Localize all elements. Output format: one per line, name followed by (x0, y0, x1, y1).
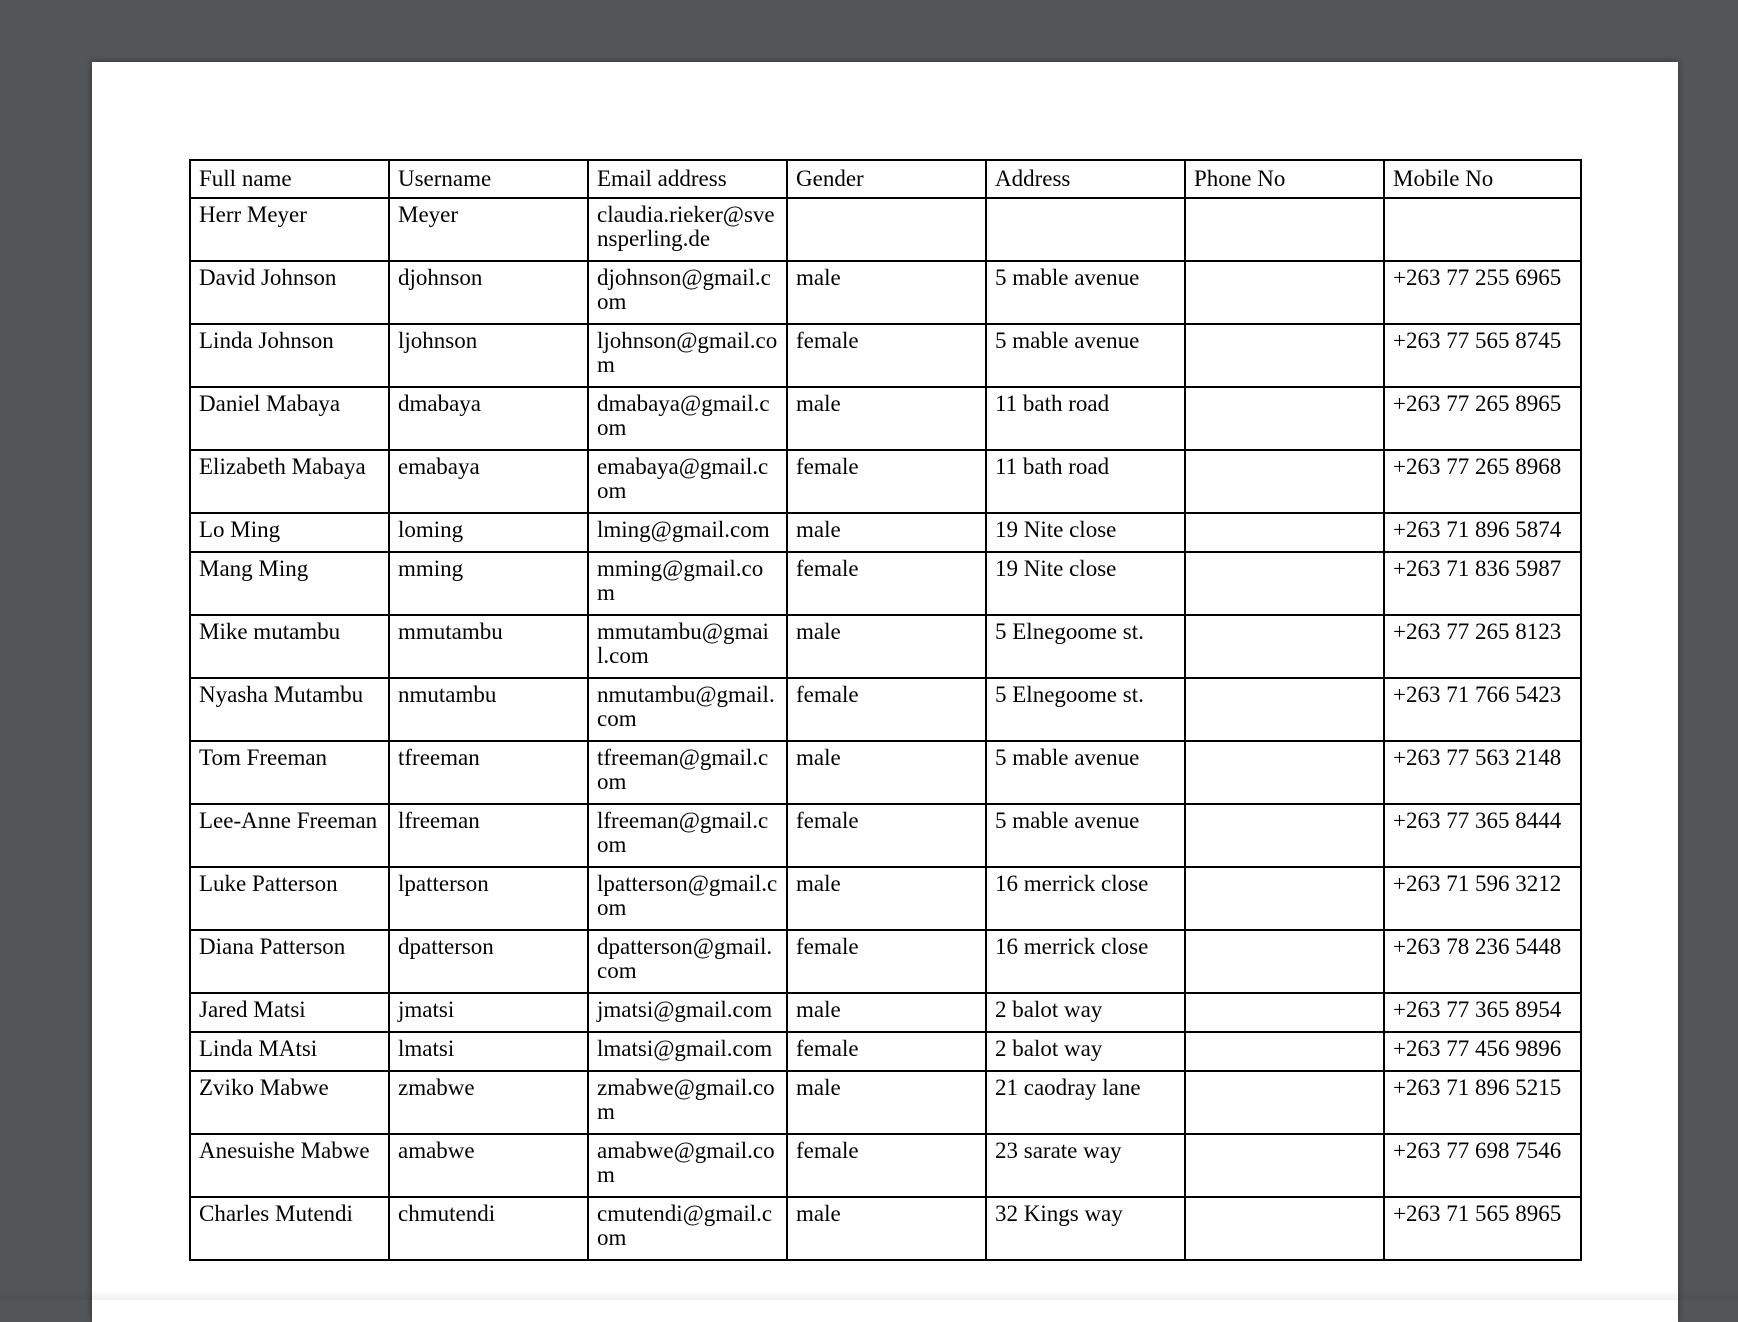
cell-address: 32 Kings way (986, 1197, 1185, 1260)
cell-phone (1185, 1197, 1384, 1260)
cell-phone (1185, 261, 1384, 324)
table-row (190, 1134, 1581, 1197)
table-row (190, 552, 1581, 615)
cell-username: chmutendi (389, 1197, 588, 1260)
cell-email: cmutendi@gmail.com (588, 1197, 787, 1260)
cell-mobile: +263 71 766 5423 (1384, 678, 1581, 741)
cell-address: 2 balot way (986, 993, 1185, 1032)
cell-mobile: +263 77 456 9896 (1384, 1032, 1581, 1071)
cell-gender: male (787, 867, 986, 930)
cell-gender: female (787, 930, 986, 993)
cell-phone (1185, 1071, 1384, 1134)
cell-phone (1185, 387, 1384, 450)
cell-address: 5 mable avenue (986, 741, 1185, 804)
cell-mobile: +263 71 565 8965 (1384, 1197, 1581, 1260)
table-row (190, 678, 1581, 741)
cell-email: lfreeman@gmail.com (588, 804, 787, 867)
table-row (190, 387, 1581, 450)
cell-address: 19 Nite close (986, 552, 1185, 615)
cell-gender: male (787, 387, 986, 450)
cell-gender: male (787, 1197, 986, 1260)
cell-full-name: Zviko Mabwe (190, 1071, 389, 1134)
cell-address: 21 caodray lane (986, 1071, 1185, 1134)
cell-username: amabwe (389, 1134, 588, 1197)
cell-address (986, 198, 1185, 261)
cell-email: amabwe@gmail.com (588, 1134, 787, 1197)
cell-gender: female (787, 552, 986, 615)
cell-full-name: Daniel Mabaya (190, 387, 389, 450)
cell-username: lmatsi (389, 1032, 588, 1071)
cell-username: jmatsi (389, 993, 588, 1032)
cell-gender: female (787, 678, 986, 741)
cell-email: lmatsi@gmail.com (588, 1032, 787, 1071)
table-row (190, 450, 1581, 513)
document-page (92, 62, 1678, 1322)
cell-mobile: +263 71 596 3212 (1384, 867, 1581, 930)
cell-phone (1185, 804, 1384, 867)
cell-address: 5 Elnegoome st. (986, 678, 1185, 741)
cell-mobile: +263 77 565 8745 (1384, 324, 1581, 387)
cell-full-name: Nyasha Mutambu (190, 678, 389, 741)
cell-email: lming@gmail.com (588, 513, 787, 552)
table-header-row (190, 160, 1581, 198)
cell-phone (1185, 450, 1384, 513)
cell-username: lpatterson (389, 867, 588, 930)
header-username: Username (389, 160, 588, 198)
cell-phone (1185, 513, 1384, 552)
cell-full-name: Anesuishe Mabwe (190, 1134, 389, 1197)
cell-username: nmutambu (389, 678, 588, 741)
cell-phone (1185, 552, 1384, 615)
cell-gender: female (787, 1032, 986, 1071)
cell-mobile: +263 77 265 8968 (1384, 450, 1581, 513)
cell-full-name: Jared Matsi (190, 993, 389, 1032)
cell-gender: female (787, 804, 986, 867)
cell-phone (1185, 678, 1384, 741)
cell-username: ljohnson (389, 324, 588, 387)
cell-full-name: Lo Ming (190, 513, 389, 552)
cell-phone (1185, 1032, 1384, 1071)
cell-full-name: Herr Meyer (190, 198, 389, 261)
cell-username: mming (389, 552, 588, 615)
cell-mobile: +263 77 265 8965 (1384, 387, 1581, 450)
table-row (190, 1032, 1581, 1071)
cell-mobile: +263 71 896 5874 (1384, 513, 1581, 552)
cell-username: zmabwe (389, 1071, 588, 1134)
cell-full-name: Tom Freeman (190, 741, 389, 804)
header-full-name: Full name (190, 160, 389, 198)
header-email-address: Email address (588, 160, 787, 198)
cell-mobile: +263 71 836 5987 (1384, 552, 1581, 615)
cell-full-name: Mang Ming (190, 552, 389, 615)
cell-gender: male (787, 513, 986, 552)
cell-mobile: +263 78 236 5448 (1384, 930, 1581, 993)
cell-address: 2 balot way (986, 1032, 1185, 1071)
table-row (190, 993, 1581, 1032)
cell-gender: male (787, 615, 986, 678)
cell-phone (1185, 615, 1384, 678)
cell-username: Meyer (389, 198, 588, 261)
cell-mobile: +263 77 255 6965 (1384, 261, 1581, 324)
cell-phone (1185, 867, 1384, 930)
table-row (190, 930, 1581, 993)
cell-gender (787, 198, 986, 261)
cell-email: emabaya@gmail.com (588, 450, 787, 513)
cell-mobile: +263 77 265 8123 (1384, 615, 1581, 678)
cell-full-name: Lee-Anne Freeman (190, 804, 389, 867)
cell-address: 23 sarate way (986, 1134, 1185, 1197)
cell-phone (1185, 741, 1384, 804)
cell-email: tfreeman@gmail.com (588, 741, 787, 804)
cell-email: zmabwe@gmail.com (588, 1071, 787, 1134)
cell-username: dmabaya (389, 387, 588, 450)
cell-phone (1185, 1134, 1384, 1197)
cell-full-name: Mike mutambu (190, 615, 389, 678)
table-row (190, 615, 1581, 678)
cell-full-name: David Johnson (190, 261, 389, 324)
cell-username: djohnson (389, 261, 588, 324)
cell-gender: female (787, 324, 986, 387)
cell-address: 5 mable avenue (986, 324, 1185, 387)
cell-mobile: +263 77 698 7546 (1384, 1134, 1581, 1197)
cell-full-name: Luke Patterson (190, 867, 389, 930)
cell-phone (1185, 324, 1384, 387)
cell-full-name: Diana Patterson (190, 930, 389, 993)
cell-mobile: +263 77 365 8444 (1384, 804, 1581, 867)
cell-gender: male (787, 993, 986, 1032)
cell-email: lpatterson@gmail.com (588, 867, 787, 930)
cell-gender: male (787, 1071, 986, 1134)
table-row (190, 867, 1581, 930)
table-row (190, 741, 1581, 804)
cell-phone (1185, 930, 1384, 993)
cell-mobile (1384, 198, 1581, 261)
header-gender: Gender (787, 160, 986, 198)
cell-email: djohnson@gmail.com (588, 261, 787, 324)
table-row (190, 513, 1581, 552)
cell-gender: female (787, 1134, 986, 1197)
cell-full-name: Charles Mutendi (190, 1197, 389, 1260)
cell-mobile: +263 77 365 8954 (1384, 993, 1581, 1032)
cell-address: 11 bath road (986, 387, 1185, 450)
cell-full-name: Linda MAtsi (190, 1032, 389, 1071)
table-row (190, 261, 1581, 324)
cell-gender: female (787, 450, 986, 513)
cell-email: ljohnson@gmail.com (588, 324, 787, 387)
cell-username: mmutambu (389, 615, 588, 678)
cell-full-name: Elizabeth Mabaya (190, 450, 389, 513)
table-row (190, 1071, 1581, 1134)
cell-phone (1185, 993, 1384, 1032)
cell-address: 11 bath road (986, 450, 1185, 513)
cell-email: dpatterson@gmail.com (588, 930, 787, 993)
cell-username: lfreeman (389, 804, 588, 867)
cell-address: 19 Nite close (986, 513, 1185, 552)
cell-username: dpatterson (389, 930, 588, 993)
cell-email: dmabaya@gmail.com (588, 387, 787, 450)
cell-gender: male (787, 741, 986, 804)
table-row (190, 1197, 1581, 1260)
cell-address: 16 merrick close (986, 867, 1185, 930)
cell-username: emabaya (389, 450, 588, 513)
table-row (190, 198, 1581, 261)
header-address: Address (986, 160, 1185, 198)
header-phone-no: Phone No (1185, 160, 1384, 198)
table-row (190, 324, 1581, 387)
cell-gender: male (787, 261, 986, 324)
table-row (190, 804, 1581, 867)
cell-email: jmatsi@gmail.com (588, 993, 787, 1032)
cell-address: 5 mable avenue (986, 804, 1185, 867)
cell-full-name: Linda Johnson (190, 324, 389, 387)
cell-mobile: +263 71 896 5215 (1384, 1071, 1581, 1134)
cell-mobile: +263 77 563 2148 (1384, 741, 1581, 804)
header-mobile-no: Mobile No (1384, 160, 1581, 198)
cell-email: claudia.rieker@svensperling.de (588, 198, 787, 261)
users-table (189, 159, 1582, 1261)
cell-phone (1185, 198, 1384, 261)
cell-username: loming (389, 513, 588, 552)
cell-address: 5 Elnegoome st. (986, 615, 1185, 678)
cell-address: 5 mable avenue (986, 261, 1185, 324)
cell-address: 16 merrick close (986, 930, 1185, 993)
cell-email: mming@gmail.com (588, 552, 787, 615)
cell-email: nmutambu@gmail.com (588, 678, 787, 741)
cell-username: tfreeman (389, 741, 588, 804)
cell-email: mmutambu@gmail.com (588, 615, 787, 678)
